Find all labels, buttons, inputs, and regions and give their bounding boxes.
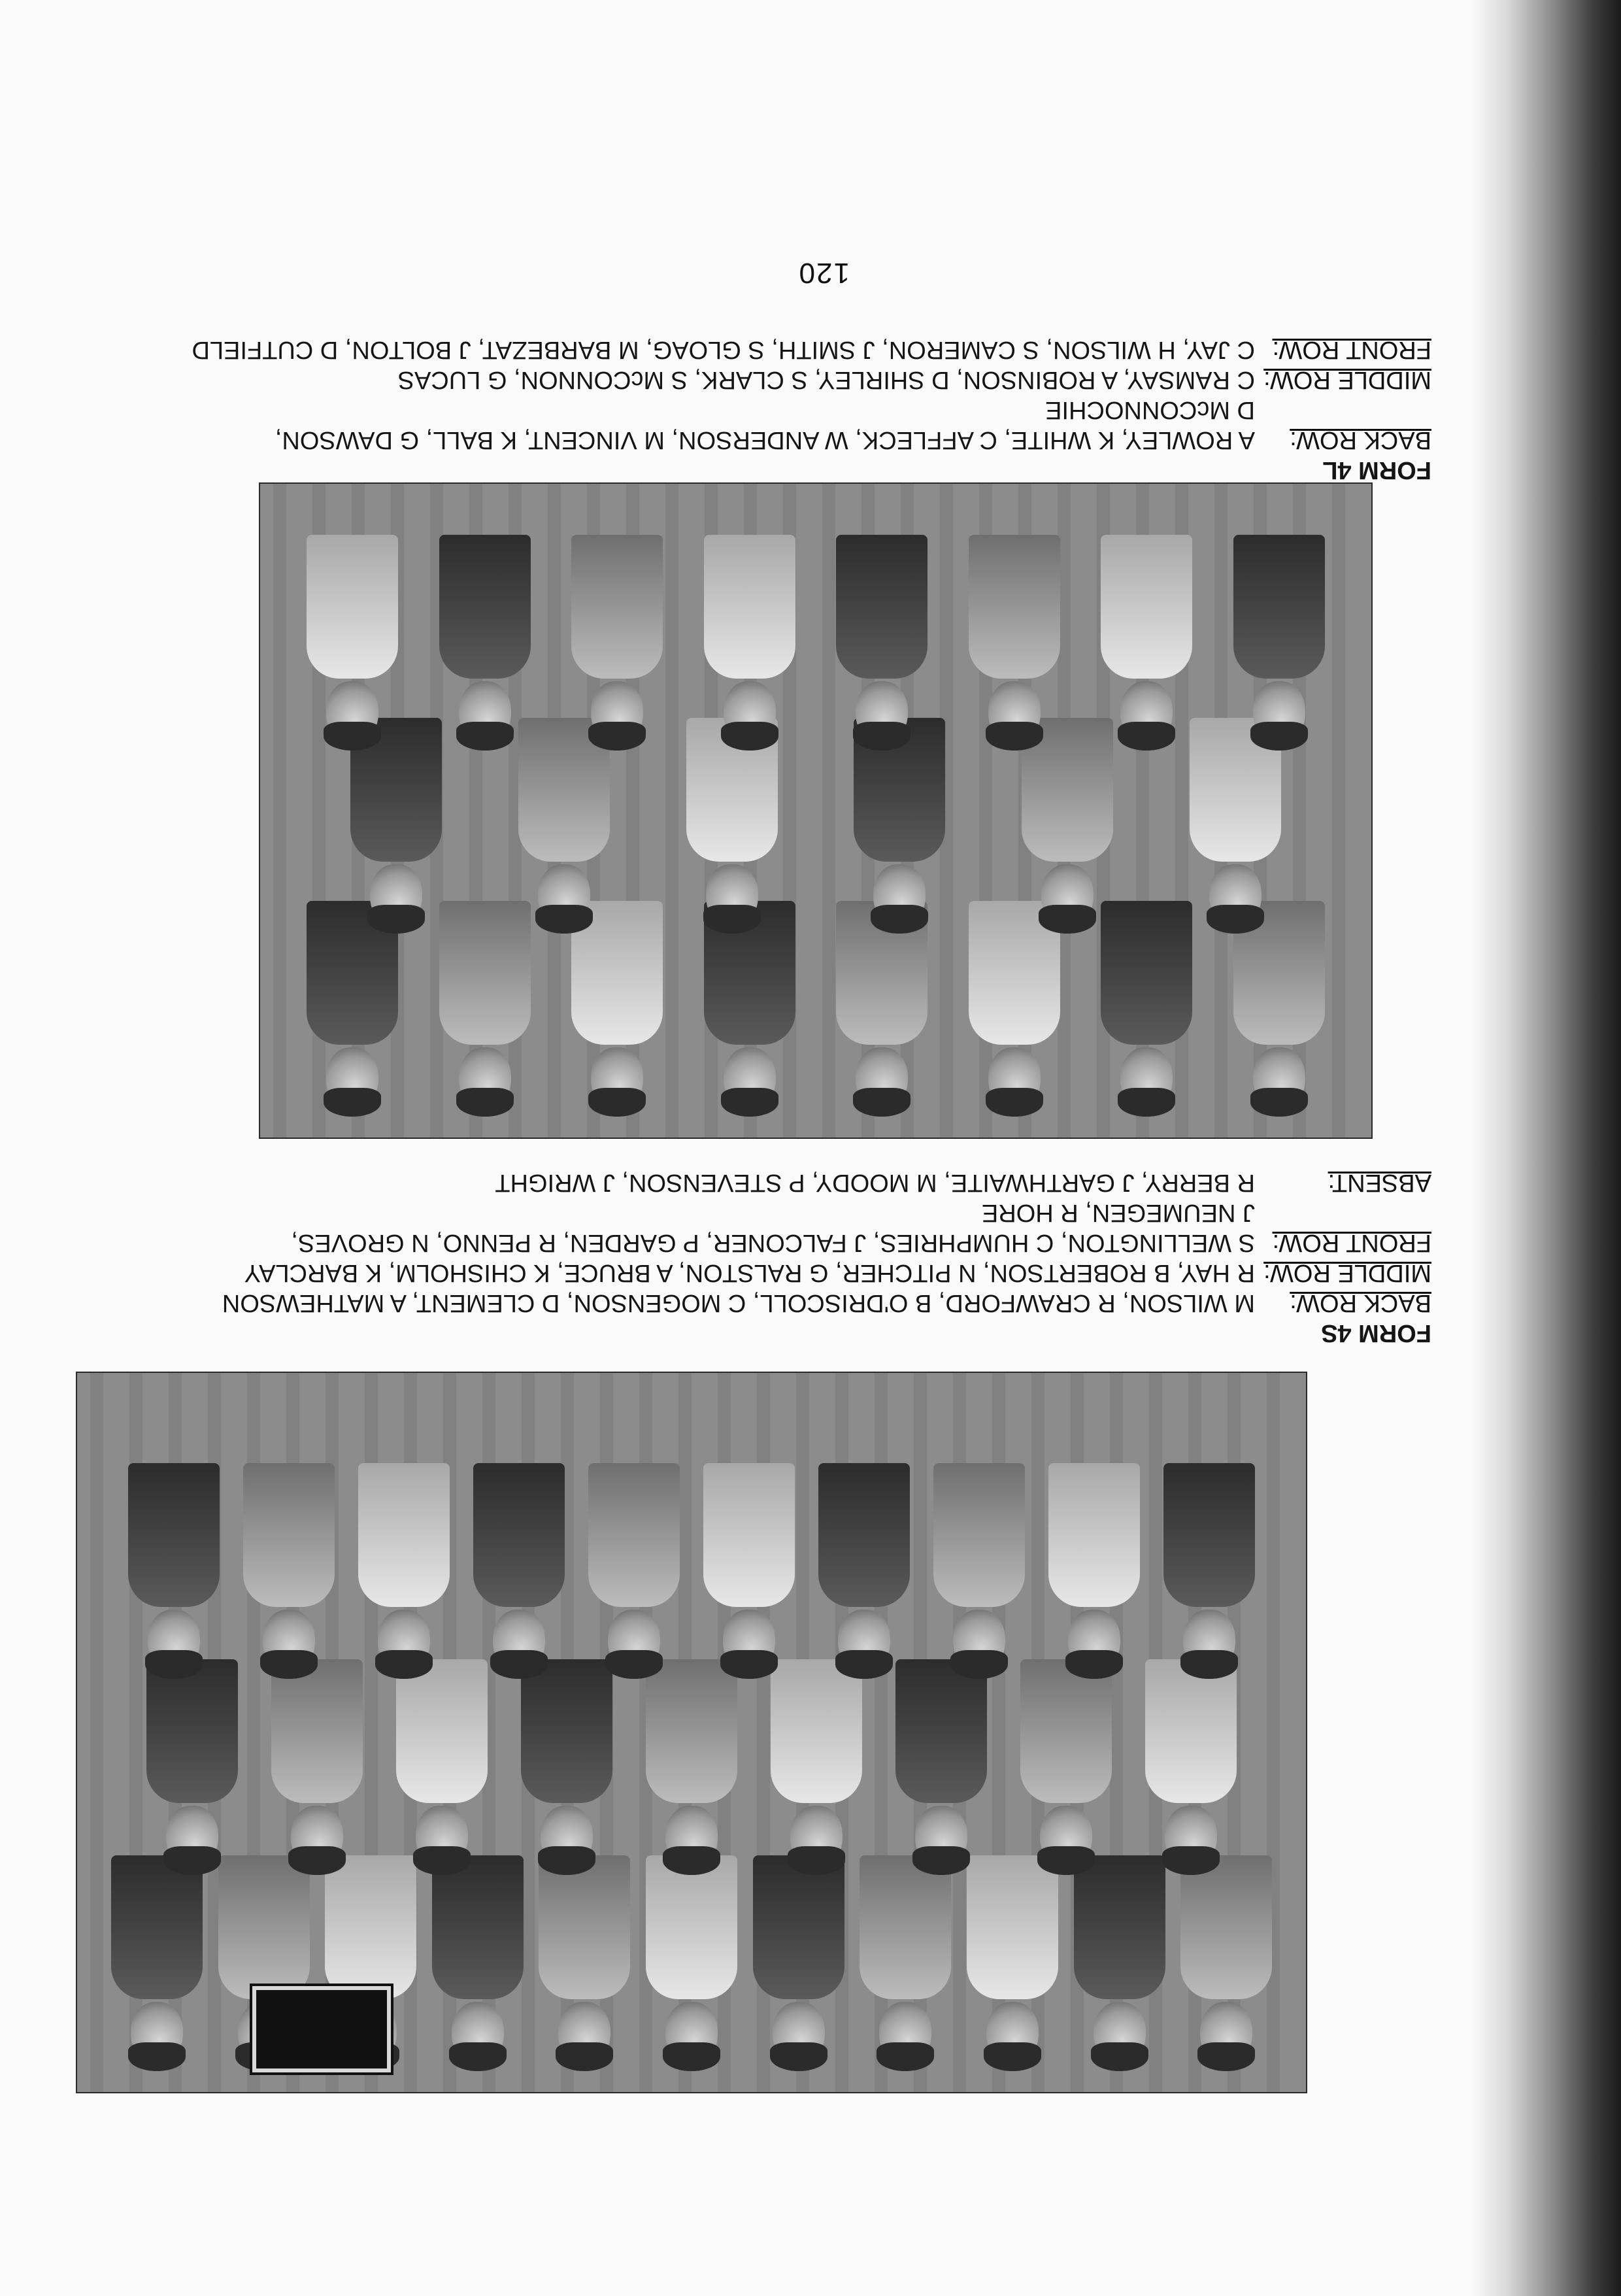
middle-row-figures — [77, 1659, 1306, 1870]
student-head — [493, 1610, 545, 1674]
student-body — [146, 1659, 238, 1803]
student-body — [704, 535, 795, 679]
student-body — [325, 1855, 416, 1999]
student-head — [608, 1610, 660, 1674]
student-hair — [1065, 1650, 1123, 1679]
student-head — [1165, 1806, 1217, 1870]
form-4s-names — [222, 1168, 1255, 1318]
student-body — [933, 1463, 1025, 1607]
student-head — [856, 681, 908, 745]
student-hair — [449, 2042, 507, 2071]
student-hair — [163, 1846, 221, 1875]
student-hair — [950, 1650, 1008, 1679]
student-figure — [1074, 1855, 1165, 2066]
student-head — [1041, 864, 1094, 928]
form-4s-title: FORM 4S — [1321, 1319, 1431, 1347]
student-hair — [721, 722, 778, 751]
form-4l-back-row-names-1: A ROWLEY, K WHITE, C AFFLECK, W ANDERSON, M VINCENT, K BALL, G DAWSON, — [275, 426, 1255, 454]
student-body — [836, 535, 927, 679]
form-4s-class-photo — [76, 1372, 1307, 2093]
student-body — [1048, 1463, 1140, 1607]
spacer — [1263, 395, 1431, 425]
student-body — [571, 535, 663, 679]
form-4l-middle-row-label: MIDDLE ROW: — [1263, 366, 1431, 394]
student-body — [396, 1659, 488, 1803]
student-body — [1233, 535, 1325, 679]
student-figure — [588, 1463, 680, 1674]
student-head — [1068, 1610, 1120, 1674]
student-head — [263, 1610, 315, 1674]
student-figure — [836, 901, 927, 1111]
form-4l-names — [192, 335, 1255, 455]
student-head — [166, 1806, 218, 1870]
student-hair — [986, 722, 1043, 751]
student-head — [724, 1047, 776, 1111]
student-figure — [1233, 901, 1325, 1111]
form-4l-front-row-label: FRONT ROW: — [1272, 336, 1431, 363]
form-4s-absent-names: R BERRY, J GARTHWAITE, M MOODY, P STEVENSON, J WRIGHT — [495, 1169, 1255, 1196]
page-number: 120 — [797, 257, 850, 289]
student-figure — [967, 1855, 1058, 2066]
student-hair — [1118, 722, 1175, 751]
front-row-figures — [260, 535, 1371, 745]
student-figure — [146, 1659, 238, 1870]
student-figure — [854, 718, 945, 928]
student-head — [1200, 2002, 1252, 2066]
student-hair — [535, 905, 593, 934]
student-figure — [646, 1659, 737, 1870]
student-head — [1253, 1047, 1305, 1111]
student-body — [646, 1855, 737, 1999]
spacer — [1263, 1198, 1431, 1228]
student-body — [271, 1659, 363, 1803]
student-figure — [969, 535, 1060, 745]
student-body — [128, 1463, 220, 1607]
student-hair — [663, 1846, 720, 1875]
student-hair — [1250, 1088, 1308, 1117]
student-hair — [260, 1650, 318, 1679]
form-4l-title: FORM 4L — [1322, 456, 1431, 484]
student-figure — [646, 1855, 737, 2066]
student-head — [1209, 864, 1262, 928]
student-body — [588, 1463, 680, 1607]
form-4s-middle-row-label: MIDDLE ROW: — [1263, 1259, 1431, 1287]
student-hair — [984, 2042, 1041, 2071]
student-figure — [1022, 718, 1113, 928]
student-hair — [770, 2042, 827, 2071]
student-hair — [413, 1846, 471, 1875]
student-hair — [721, 1088, 778, 1117]
student-body — [307, 535, 398, 679]
student-figure — [358, 1463, 450, 1674]
student-figure — [571, 535, 663, 745]
back-row-figures — [260, 901, 1371, 1111]
student-head — [879, 2002, 931, 2066]
student-hair — [788, 1846, 845, 1875]
student-hair — [588, 722, 646, 751]
form-4s-back-row-label: BACK ROW: — [1290, 1289, 1431, 1317]
student-figure — [1020, 1659, 1112, 1870]
student-hair — [1180, 1650, 1238, 1679]
student-head — [1253, 681, 1305, 745]
student-body — [860, 1855, 951, 1999]
student-body — [473, 1463, 565, 1607]
student-figure — [933, 1463, 1025, 1674]
student-figure — [439, 901, 531, 1111]
student-figure — [895, 1659, 987, 1870]
student-body — [753, 1855, 844, 1999]
student-figure — [1048, 1463, 1140, 1674]
student-hair — [588, 1088, 646, 1117]
student-hair — [128, 2042, 186, 2071]
form-4s-front-row-label: FRONT ROW: — [1272, 1229, 1431, 1257]
student-hair — [324, 722, 381, 751]
student-hair — [720, 1650, 778, 1679]
student-head — [1094, 2002, 1146, 2066]
student-figure — [571, 901, 663, 1111]
student-head — [291, 1806, 343, 1870]
student-figure — [271, 1659, 363, 1870]
student-figure — [704, 535, 795, 745]
student-body — [243, 1463, 335, 1607]
student-head — [459, 1047, 511, 1111]
student-head — [838, 1610, 890, 1674]
student-body — [539, 1855, 630, 1999]
student-figure — [1145, 1659, 1237, 1870]
student-head — [326, 1047, 378, 1111]
student-head — [326, 681, 378, 745]
student-body — [111, 1855, 203, 1999]
form-4l-middle-row-names: C RAMSAY, A ROBINSON, D SHIRLEY, S CLARK, S McCONNON, G LUCAS — [397, 366, 1255, 394]
student-hair — [1091, 2042, 1148, 2071]
form-sign — [252, 1986, 391, 2072]
student-body — [1074, 1855, 1165, 1999]
student-figure — [704, 901, 795, 1111]
student-figure — [1233, 535, 1325, 745]
form-4l-back-row-names-2: D McCONNOCHIE — [1045, 396, 1255, 424]
form-4l-back-row-label: BACK ROW: — [1290, 426, 1431, 454]
student-hair — [1162, 1846, 1220, 1875]
student-figure — [539, 1855, 630, 2066]
student-hair — [877, 2042, 934, 2071]
student-body — [432, 1855, 524, 1999]
form-4s-back-row-names: M WILSON, R CRAWFORD, B O'DRISCOLL, C MOGENSON, D CLEMENT, A MATHEWSON — [222, 1289, 1255, 1317]
student-head — [988, 681, 1041, 745]
student-body — [967, 1855, 1058, 1999]
form-4l-front-row-names: C JAY, H WILSON, S CAMERON, J SMITH, S GLOAG, M BARBEZAT, J BOLTON, D CUTFIELD — [192, 336, 1255, 363]
student-head — [378, 1610, 430, 1674]
student-hair — [853, 1088, 911, 1117]
student-head — [591, 681, 643, 745]
student-body — [1163, 1463, 1255, 1607]
student-hair — [663, 2042, 720, 2071]
student-head — [538, 864, 590, 928]
student-body — [218, 1855, 310, 1999]
student-body — [771, 1659, 862, 1803]
student-body — [521, 1659, 612, 1803]
student-head — [1120, 1047, 1173, 1111]
student-figure — [396, 1659, 488, 1870]
student-head — [558, 2002, 610, 2066]
student-figure — [432, 1855, 524, 2066]
student-figure — [836, 535, 927, 745]
student-head — [773, 2002, 825, 2066]
student-hair — [605, 1650, 663, 1679]
student-head — [706, 864, 758, 928]
student-head — [591, 1047, 643, 1111]
student-hair — [1039, 905, 1096, 934]
student-head — [665, 2002, 718, 2066]
student-body — [1180, 1855, 1272, 1999]
student-body — [818, 1463, 910, 1607]
student-hair — [145, 1650, 203, 1679]
student-head — [723, 1610, 775, 1674]
student-hair — [871, 905, 928, 934]
student-hair — [703, 905, 761, 934]
student-figure — [1101, 535, 1192, 745]
student-hair — [288, 1846, 346, 1875]
form-4s-middle-row-names: R HAY, B ROBERTSON, N PITCHER, G RALSTON, A BRUCE, K CHISHOLM, K BARCLAY — [244, 1259, 1255, 1287]
student-head — [131, 2002, 183, 2066]
student-head — [953, 1610, 1005, 1674]
form-4s-labels — [1263, 1168, 1431, 1318]
student-figure — [350, 718, 442, 928]
student-hair — [853, 722, 911, 751]
student-body — [1020, 1659, 1112, 1803]
student-hair — [556, 2042, 613, 2071]
student-hair — [456, 722, 514, 751]
student-figure — [307, 535, 398, 745]
student-figure — [243, 1463, 335, 1674]
student-hair — [490, 1650, 548, 1679]
student-hair — [538, 1846, 595, 1875]
student-figure — [818, 1463, 910, 1674]
student-hair — [1118, 1088, 1175, 1117]
student-head — [988, 1047, 1041, 1111]
student-hair — [1197, 2042, 1255, 2071]
student-body — [895, 1659, 987, 1803]
student-hair — [986, 1088, 1043, 1117]
student-figure — [753, 1855, 844, 2066]
student-hair — [912, 1846, 970, 1875]
student-head — [790, 1806, 843, 1870]
form-4l-labels — [1263, 335, 1431, 455]
middle-row-figures — [260, 718, 1371, 928]
front-row-figures — [77, 1463, 1306, 1674]
student-head — [459, 681, 511, 745]
student-head — [856, 1047, 908, 1111]
student-figure — [686, 718, 778, 928]
form-4s-front-row-names-2: J NEUMEGEN, R HORE — [981, 1199, 1255, 1226]
student-head — [541, 1806, 593, 1870]
student-figure — [1163, 1463, 1255, 1674]
student-body — [358, 1463, 450, 1607]
student-figure — [969, 901, 1060, 1111]
form-4s-front-row-names-1: S WELLINGTON, C HUMPHRIES, J FALCONER, P GARDEN, R PENNO, N GROVES, — [291, 1229, 1255, 1257]
student-figure — [703, 1463, 795, 1674]
binding-shadow — [1471, 0, 1621, 2296]
student-hair — [456, 1088, 514, 1117]
student-body — [969, 535, 1060, 679]
student-body — [1101, 535, 1192, 679]
student-head — [1040, 1806, 1092, 1870]
student-head — [724, 681, 776, 745]
student-figure — [1101, 901, 1192, 1111]
student-figure — [111, 1855, 203, 2066]
form-4l-class-photo — [259, 482, 1373, 1139]
student-figure — [860, 1855, 951, 2066]
student-figure — [473, 1463, 565, 1674]
student-body — [439, 535, 531, 679]
student-head — [1183, 1610, 1235, 1674]
student-figure — [518, 718, 610, 928]
student-figure — [1180, 1855, 1272, 2066]
student-figure — [128, 1463, 220, 1674]
student-hair — [324, 1088, 381, 1117]
student-body — [703, 1463, 795, 1607]
student-head — [416, 1806, 468, 1870]
student-head — [873, 864, 926, 928]
student-head — [148, 1610, 200, 1674]
student-head — [915, 1806, 967, 1870]
student-head — [665, 1806, 718, 1870]
student-figure — [439, 535, 531, 745]
student-head — [1120, 681, 1173, 745]
form-4s-absent-label: ABSENT: — [1328, 1169, 1431, 1196]
student-figure — [771, 1659, 862, 1870]
student-head — [370, 864, 422, 928]
student-hair — [1250, 722, 1308, 751]
student-hair — [1207, 905, 1264, 934]
student-hair — [835, 1650, 893, 1679]
student-head — [986, 2002, 1039, 2066]
student-body — [1145, 1659, 1237, 1803]
student-body — [646, 1659, 737, 1803]
student-figure — [521, 1659, 612, 1870]
student-hair — [367, 905, 425, 934]
student-figure — [1190, 718, 1281, 928]
student-head — [452, 2002, 504, 2066]
student-hair — [375, 1650, 433, 1679]
student-hair — [1037, 1846, 1095, 1875]
